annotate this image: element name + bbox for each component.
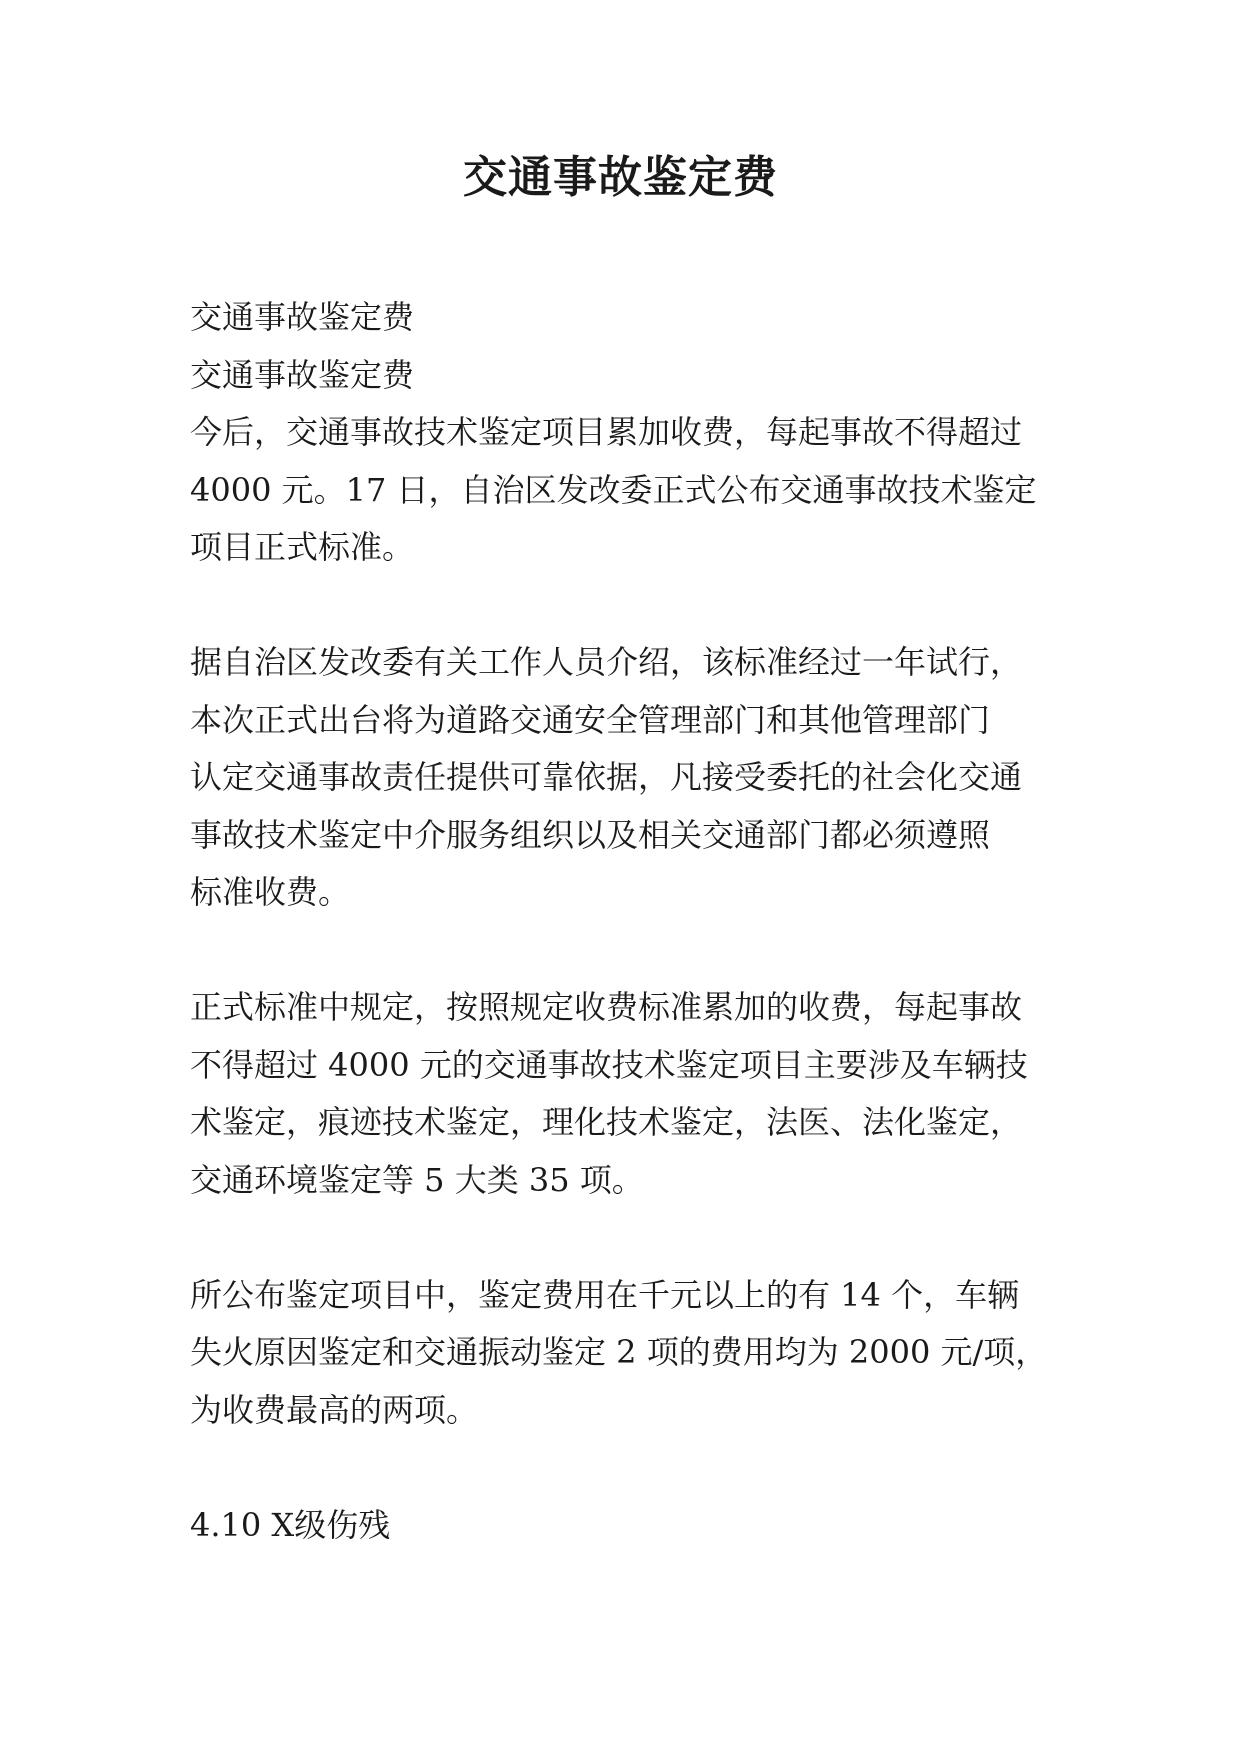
paragraph-line: 认定交通事故责任提供可靠依据，凡接受委托的社会化交通 (190, 758, 1023, 796)
paragraph-line: 不得超过 4000 元的交通事故技术鉴定项目主要涉及车辆技 (190, 1045, 1028, 1084)
paragraph-line: 本次正式出台将为道路交通安全管理部门和其他管理部门 (190, 700, 991, 739)
document-title: 交通事故鉴定费 (463, 152, 778, 203)
paragraph-line: 失火原因鉴定和交通振动鉴定 2 项的费用均为 2000 元/项， (190, 1333, 1048, 1371)
paragraph-3 (190, 979, 1070, 1209)
paragraph-line: 今后，交通事故技术鉴定项目累加收费，每起事故不得超过 (190, 413, 1023, 451)
paragraph-2 (190, 634, 1070, 922)
paragraph-spacer (190, 1209, 1070, 1267)
paragraph-line: 术鉴定，痕迹技术鉴定，理化技术鉴定，法医、法化鉴定， (190, 1103, 1023, 1141)
paragraph-line: 正式标准中规定，按照规定收费标准累加的收费，每起事故 (190, 988, 1023, 1026)
paragraph-line: 所公布鉴定项目中，鉴定费用在千元以上的有 14 个，车辆 (190, 1275, 1020, 1314)
paragraph-line: 项目正式标准。 (190, 528, 415, 566)
paragraph-spacer (190, 577, 1070, 635)
paragraph-line: 事故技术鉴定中介服务组织以及相关交通部门都必须遵照 (190, 815, 991, 854)
paragraph-line: 4000 元。17 日，自治区发改委正式公布交通事故技术鉴定 (190, 470, 1037, 509)
heading-line-2: 交通事故鉴定费 (190, 355, 415, 394)
paragraph-1 (190, 404, 1070, 577)
heading-line-1: 交通事故鉴定费 (190, 298, 415, 336)
paragraph-spacer (190, 922, 1070, 980)
section-heading: 4.10 X级伤残 (190, 1505, 391, 1544)
paragraph-line: 交通环境鉴定等 5 大类 35 项。 (190, 1160, 644, 1199)
paragraph-spacer (190, 1439, 1070, 1497)
document-body (190, 289, 1070, 1554)
paragraph-line: 据自治区发改委有关工作人员介绍，该标准经过一年试行， (190, 643, 1023, 681)
paragraph-line: 标准收费。 (190, 873, 351, 911)
paragraph-4 (190, 1267, 1070, 1440)
paragraph-line: 为收费最高的两项。 (190, 1390, 479, 1429)
paragraph-5 (190, 1497, 1070, 1555)
